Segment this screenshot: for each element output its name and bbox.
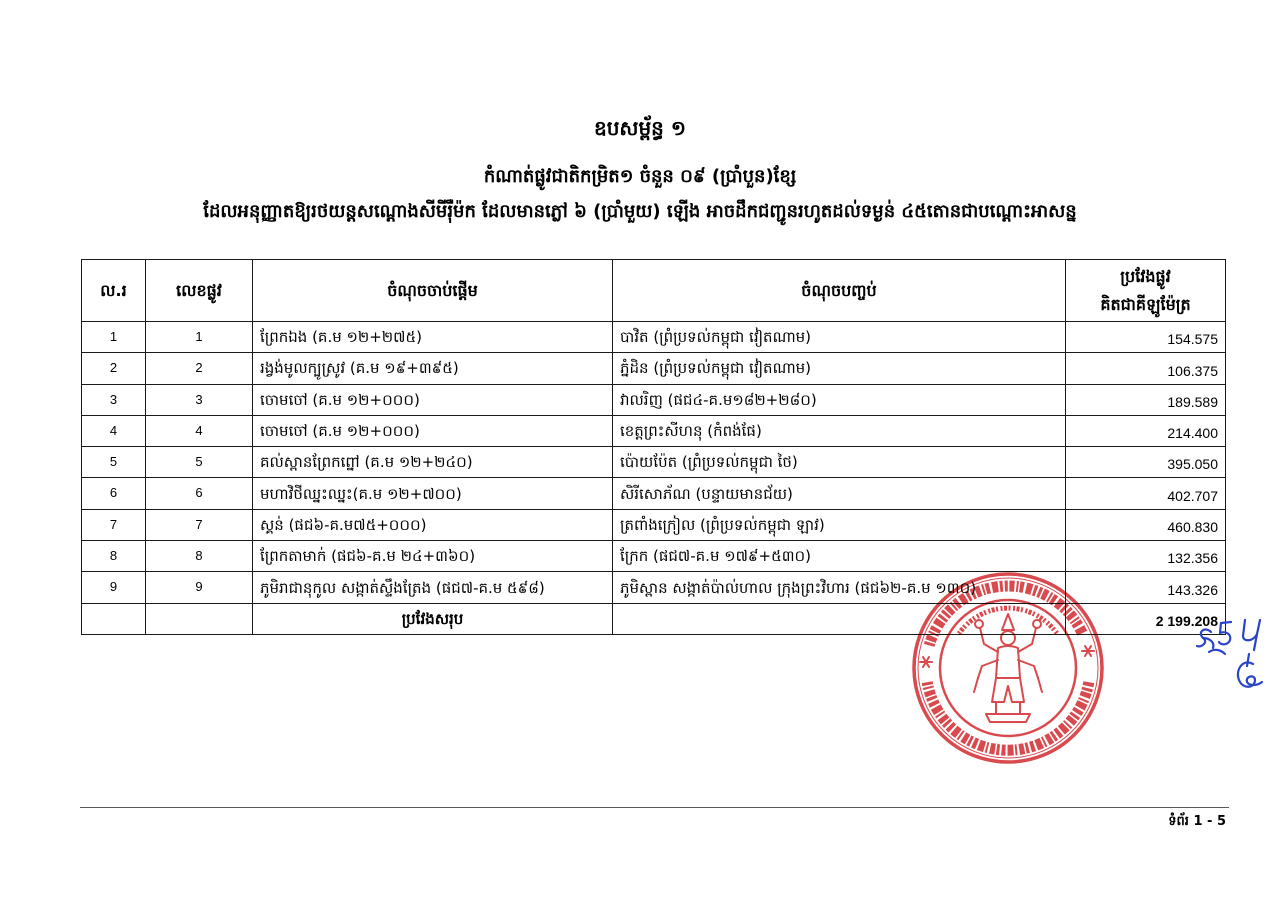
table-row xyxy=(82,353,1226,384)
road-length: 143.326 xyxy=(1066,572,1226,603)
row-number: 6 xyxy=(82,478,146,509)
table-row xyxy=(82,478,1226,509)
header-no: ល.រ xyxy=(82,260,146,322)
road-length: 189.589 xyxy=(1066,384,1226,415)
table-header-row xyxy=(82,260,1226,322)
header-length-line-1: ប្រវែងផ្លូវ xyxy=(1120,266,1171,286)
stamp-figure xyxy=(974,614,1042,722)
road-number: 5 xyxy=(146,447,253,478)
start-point: ចោមចៅ (គ.ម ១២+០០០) xyxy=(253,415,613,446)
row-number: 4 xyxy=(82,415,146,446)
end-point: ភូមិស្ពាន សង្កាត់ប៉ាល់ហាល ក្រុងព្រះវិហារ (ផជ៦២-គ.ម ១៣០) xyxy=(613,572,1066,603)
page-number: ទំព័រ 1 - 5 xyxy=(1168,814,1226,829)
row-number: 8 xyxy=(82,541,146,572)
road-number: 3 xyxy=(146,384,253,415)
start-point: ព្រែកតាមាក់ (ផជ៦-គ.ម ២៤+៣៦០) xyxy=(253,541,613,572)
road-number: 6 xyxy=(146,478,253,509)
road-length: 402.707 xyxy=(1066,478,1226,509)
end-point: វាលរិញ (ផជ៤-គ.ម១៨២+២៨០) xyxy=(613,384,1066,415)
road-length: 214.400 xyxy=(1066,415,1226,446)
total-empty-cell xyxy=(82,603,146,634)
stamp-bottom-lettering xyxy=(927,682,1089,750)
total-empty-cell xyxy=(146,603,253,634)
road-length: 460.830 xyxy=(1066,509,1226,540)
table-row xyxy=(82,384,1226,415)
start-point: ស្គន់ (ផជ៦-គ.ម៧៥+០០០) xyxy=(253,509,613,540)
total-label: ប្រវែងសរុប xyxy=(253,603,613,634)
end-point: ភ្នំដិន (ព្រំប្រទល់កម្ពុជា វៀតណាម) xyxy=(613,353,1066,384)
footer-divider xyxy=(80,807,1229,808)
header-start-point: ចំណុចចាប់ផ្តើម xyxy=(253,260,613,322)
start-point: គល់ស្ពានព្រែកព្នៅ (គ.ម ១២+២៤០) xyxy=(253,447,613,478)
road-number: 9 xyxy=(146,572,253,603)
header-end-point: ចំណុចបញ្ចប់ xyxy=(613,260,1066,322)
road-length: 154.575 xyxy=(1066,322,1226,353)
official-stamp xyxy=(908,568,1108,768)
stamp-outer-thin-ring xyxy=(918,578,1098,758)
road-number: 2 xyxy=(146,353,253,384)
road-length: 395.050 xyxy=(1066,447,1226,478)
road-length: 106.375 xyxy=(1066,353,1226,384)
road-number: 4 xyxy=(146,415,253,446)
road-number: 8 xyxy=(146,541,253,572)
document-subtitle-line-2: ដែលអនុញ្ញាតឱ្យរថយន្តសណ្តោងសីមីរ៉ឺម៉ក ដែលមានភ្លៅ ៦ (ប្រាំមួយ) ឡើង អាចដឹកជញ្ជូនរហូតដល់ទម្ងន់ ៤៥តោនជាបណ្តោះអាសន្ន xyxy=(203,201,1077,222)
row-number: 5 xyxy=(82,447,146,478)
road-number: 7 xyxy=(146,509,253,540)
end-point: ប៉ោយប៉ែត (ព្រំប្រទល់កម្ពុជា ថៃ) xyxy=(613,447,1066,478)
row-number: 7 xyxy=(82,509,146,540)
end-point: សិរីសោភ័ណ (បន្ទាយមានជ័យ) xyxy=(613,478,1066,509)
table-row xyxy=(82,322,1226,353)
end-point: ក្រែក (ផជ៧-គ.ម ១៧៩+៥៣០) xyxy=(613,541,1066,572)
table-row xyxy=(82,415,1226,446)
start-point: រង្វង់មូលក្បូស្រូវ (គ.ម ១៩+៣៩៥) xyxy=(253,353,613,384)
road-number: 1 xyxy=(146,322,253,353)
start-point: ចោមចៅ (គ.ម ១២+០០០) xyxy=(253,384,613,415)
header-road-number: លេខផ្លូវ xyxy=(146,260,253,322)
stamp-star-left xyxy=(920,657,932,667)
handwritten-signature xyxy=(1183,606,1275,696)
end-point: ត្រពាំងក្រៀល (ព្រំប្រទល់កម្ពុជា ឡាវ) xyxy=(613,509,1066,540)
row-number: 3 xyxy=(82,384,146,415)
document-title: ឧបសម្ព័ន្ធ ១ xyxy=(594,116,686,140)
road-length: 132.356 xyxy=(1066,541,1226,572)
table-row xyxy=(82,447,1226,478)
table-row xyxy=(82,509,1226,540)
end-point: បាវិត (ព្រំប្រទល់កម្ពុជា វៀតណាម) xyxy=(613,322,1066,353)
stamp-inner-ring xyxy=(940,600,1076,736)
end-point: ខេត្តព្រះសីហនុ (កំពង់ផែ) xyxy=(613,415,1066,446)
start-point: មហាវិថីឈ្នះឈ្នះ(គ.ម ១២+៧០០) xyxy=(253,478,613,509)
row-number: 1 xyxy=(82,322,146,353)
row-number: 2 xyxy=(82,353,146,384)
row-number: 9 xyxy=(82,572,146,603)
document-subtitle-line-1: កំណាត់ផ្លូវជាតិកម្រិត១ ចំនួន ០៩ (ប្រាំបួន)ខ្សែ xyxy=(483,166,797,187)
start-point: ព្រែកឯង (គ.ម ១២+២៧៥) xyxy=(253,322,613,353)
header-length xyxy=(1066,260,1226,322)
stamp-outer-ring xyxy=(914,574,1102,762)
start-point: ភូមិរាជានុកូល សង្កាត់ស្ទឹងត្រែង (ផជ៧-គ.ម ៥៩៨) xyxy=(253,572,613,603)
header-length-line-2: គិតជាគីឡូម៉ែត្រ xyxy=(1100,294,1191,314)
stamp-star-right xyxy=(1082,646,1094,656)
total-length: 2 199.208 xyxy=(1066,603,1226,634)
